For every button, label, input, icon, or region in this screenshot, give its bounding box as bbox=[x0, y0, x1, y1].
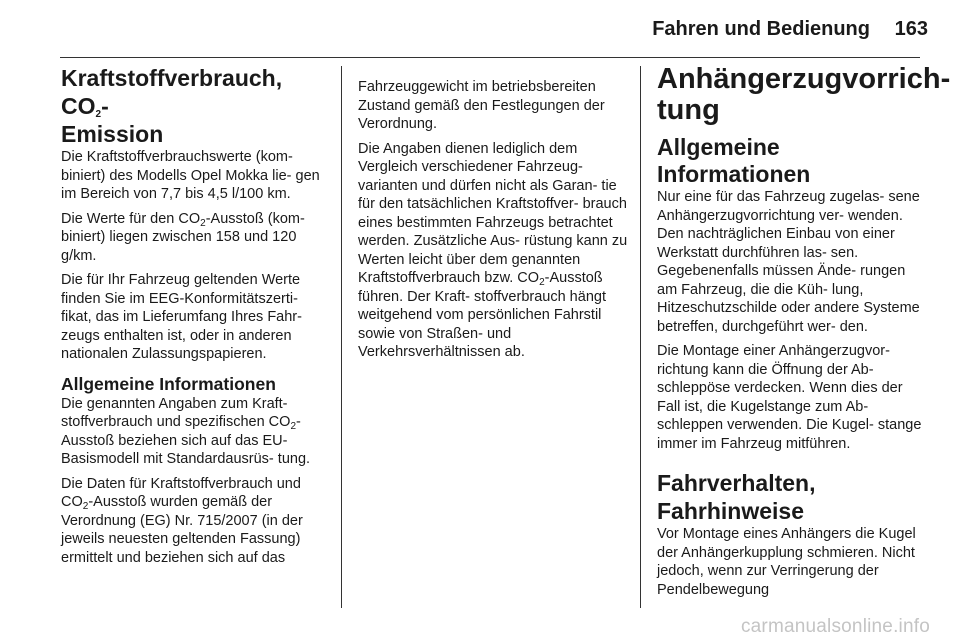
paragraph-co2-values: Die Werte für den $CO_2$-Ausstoß (kom- biniert) liegen zwischen 158 und 120 g/km. bbox=[61, 210, 305, 264]
section-heading-fuel-consumption: Kraftstoffverbrauch, $CO_2-$ bbox=[61, 65, 283, 120]
subheading-general-info-towing: Allgemeine Informationen bbox=[657, 134, 811, 187]
header-rule bbox=[60, 57, 920, 58]
paragraph-certificate: Die für Ihr Fahrzeug geltenden Werte finden Sie im EEG-Konformitätszerti- fikat, das im Lieferumfang Ihres Fahr- zeugs enthalten ist, oder in anderen nationalen Zulassungspapieren. bbox=[61, 272, 302, 362]
paragraph-eu-model: Die genannten Angaben zum Kraft- stoffverbrauch und spezifischen $CO_2-$ Ausstoß beziehen sich auf das EU- Basismodell mit Standardausrüs- tung. bbox=[61, 395, 311, 467]
column-left bbox=[61, 64, 331, 573]
section-heading-towing-device: Anhängerzugvorrich- tung bbox=[657, 63, 951, 126]
paragraph-approved-device: Nur eine für das Fahrzeug zugelas- sene Anhängerzugvorrichtung ver- wenden. Den nachträglichen Einbau von einer Werkstatt durchführen las- sen. Gegebenenfalls müssen Ände- rungen am Fahrzeug, die die Küh- lung, Hitzeschutzschilde oder andere Systeme betreffen, durchgeführt wer- den. bbox=[657, 189, 920, 335]
subheading-driving-behaviour: Fahrverhalten, Fahrhinweise bbox=[657, 470, 816, 524]
watermark-text: carmanualsonline.info bbox=[740, 616, 930, 637]
column-divider-1 bbox=[341, 66, 342, 608]
paragraph-lubricate-ball: Vor Montage eines Anhängers die Kugel der Anhängerkupplung schmieren. Nicht jedoch, wenn zur Verringerung der Pendelbewegung bbox=[657, 526, 916, 598]
paragraph-vehicle-weight: Fahrzeuggewicht im betriebsbereiten Zustand gemäß den Festlegungen der Verordnung. bbox=[358, 79, 605, 132]
paragraph-towing-eye: Die Montage einer Anhängerzugvor- richtung kann die Öffnung der Ab- schleppöse verdecken. Wenn dies der Fall ist, die Kugelstange zum Ab- schleppen verwenden. Die Kugel- stange immer im Fahrzeug mitführen. bbox=[657, 343, 922, 452]
column-divider-2 bbox=[640, 66, 641, 608]
section-heading-emission: Emission bbox=[61, 121, 164, 147]
page-number: 163 bbox=[894, 18, 928, 40]
paragraph-regulation: Die Daten für Kraftstoffverbrauch und $CO_2$-Ausstoß wurden gemäß der Verordnung (EG) Nr. 715/2007 (in der jeweils neuesten geltenden Fassung) ermittelt und beziehen sich auf das bbox=[61, 475, 303, 566]
paragraph-consumption-values: Die Kraftstoffverbrauchswerte (kom- biniert) des Modells Opel Mokka lie- gen im Bereich von 7,7 bis 4,5 l/100 km. bbox=[61, 149, 320, 202]
column-right bbox=[657, 63, 951, 605]
column-middle bbox=[358, 78, 628, 368]
header-title: Fahren und Bedienung bbox=[652, 18, 870, 40]
paragraph-comparison: Die Angaben dienen lediglich dem Vergleich verschiedener Fahrzeug- varianten und dürfen nicht als Garan- tie für den tatsächlichen Kraftstoffver- brauch eines bestimmten Fahrzeugs betrachtet werden. Zusätzliche Aus- rüstung kann zu Werten leicht über dem genannten Kraftstoffverbrauch bzw. $CO_2$-Ausstoß führen. Der Kraft- stoffverbrauch hängt weitgehend vom persönlichen Fahrstil sowie von Straßen- und Verkehrsverhältnissen ab. bbox=[358, 140, 628, 360]
subheading-general-info: Allgemeine Informationen bbox=[61, 373, 276, 394]
